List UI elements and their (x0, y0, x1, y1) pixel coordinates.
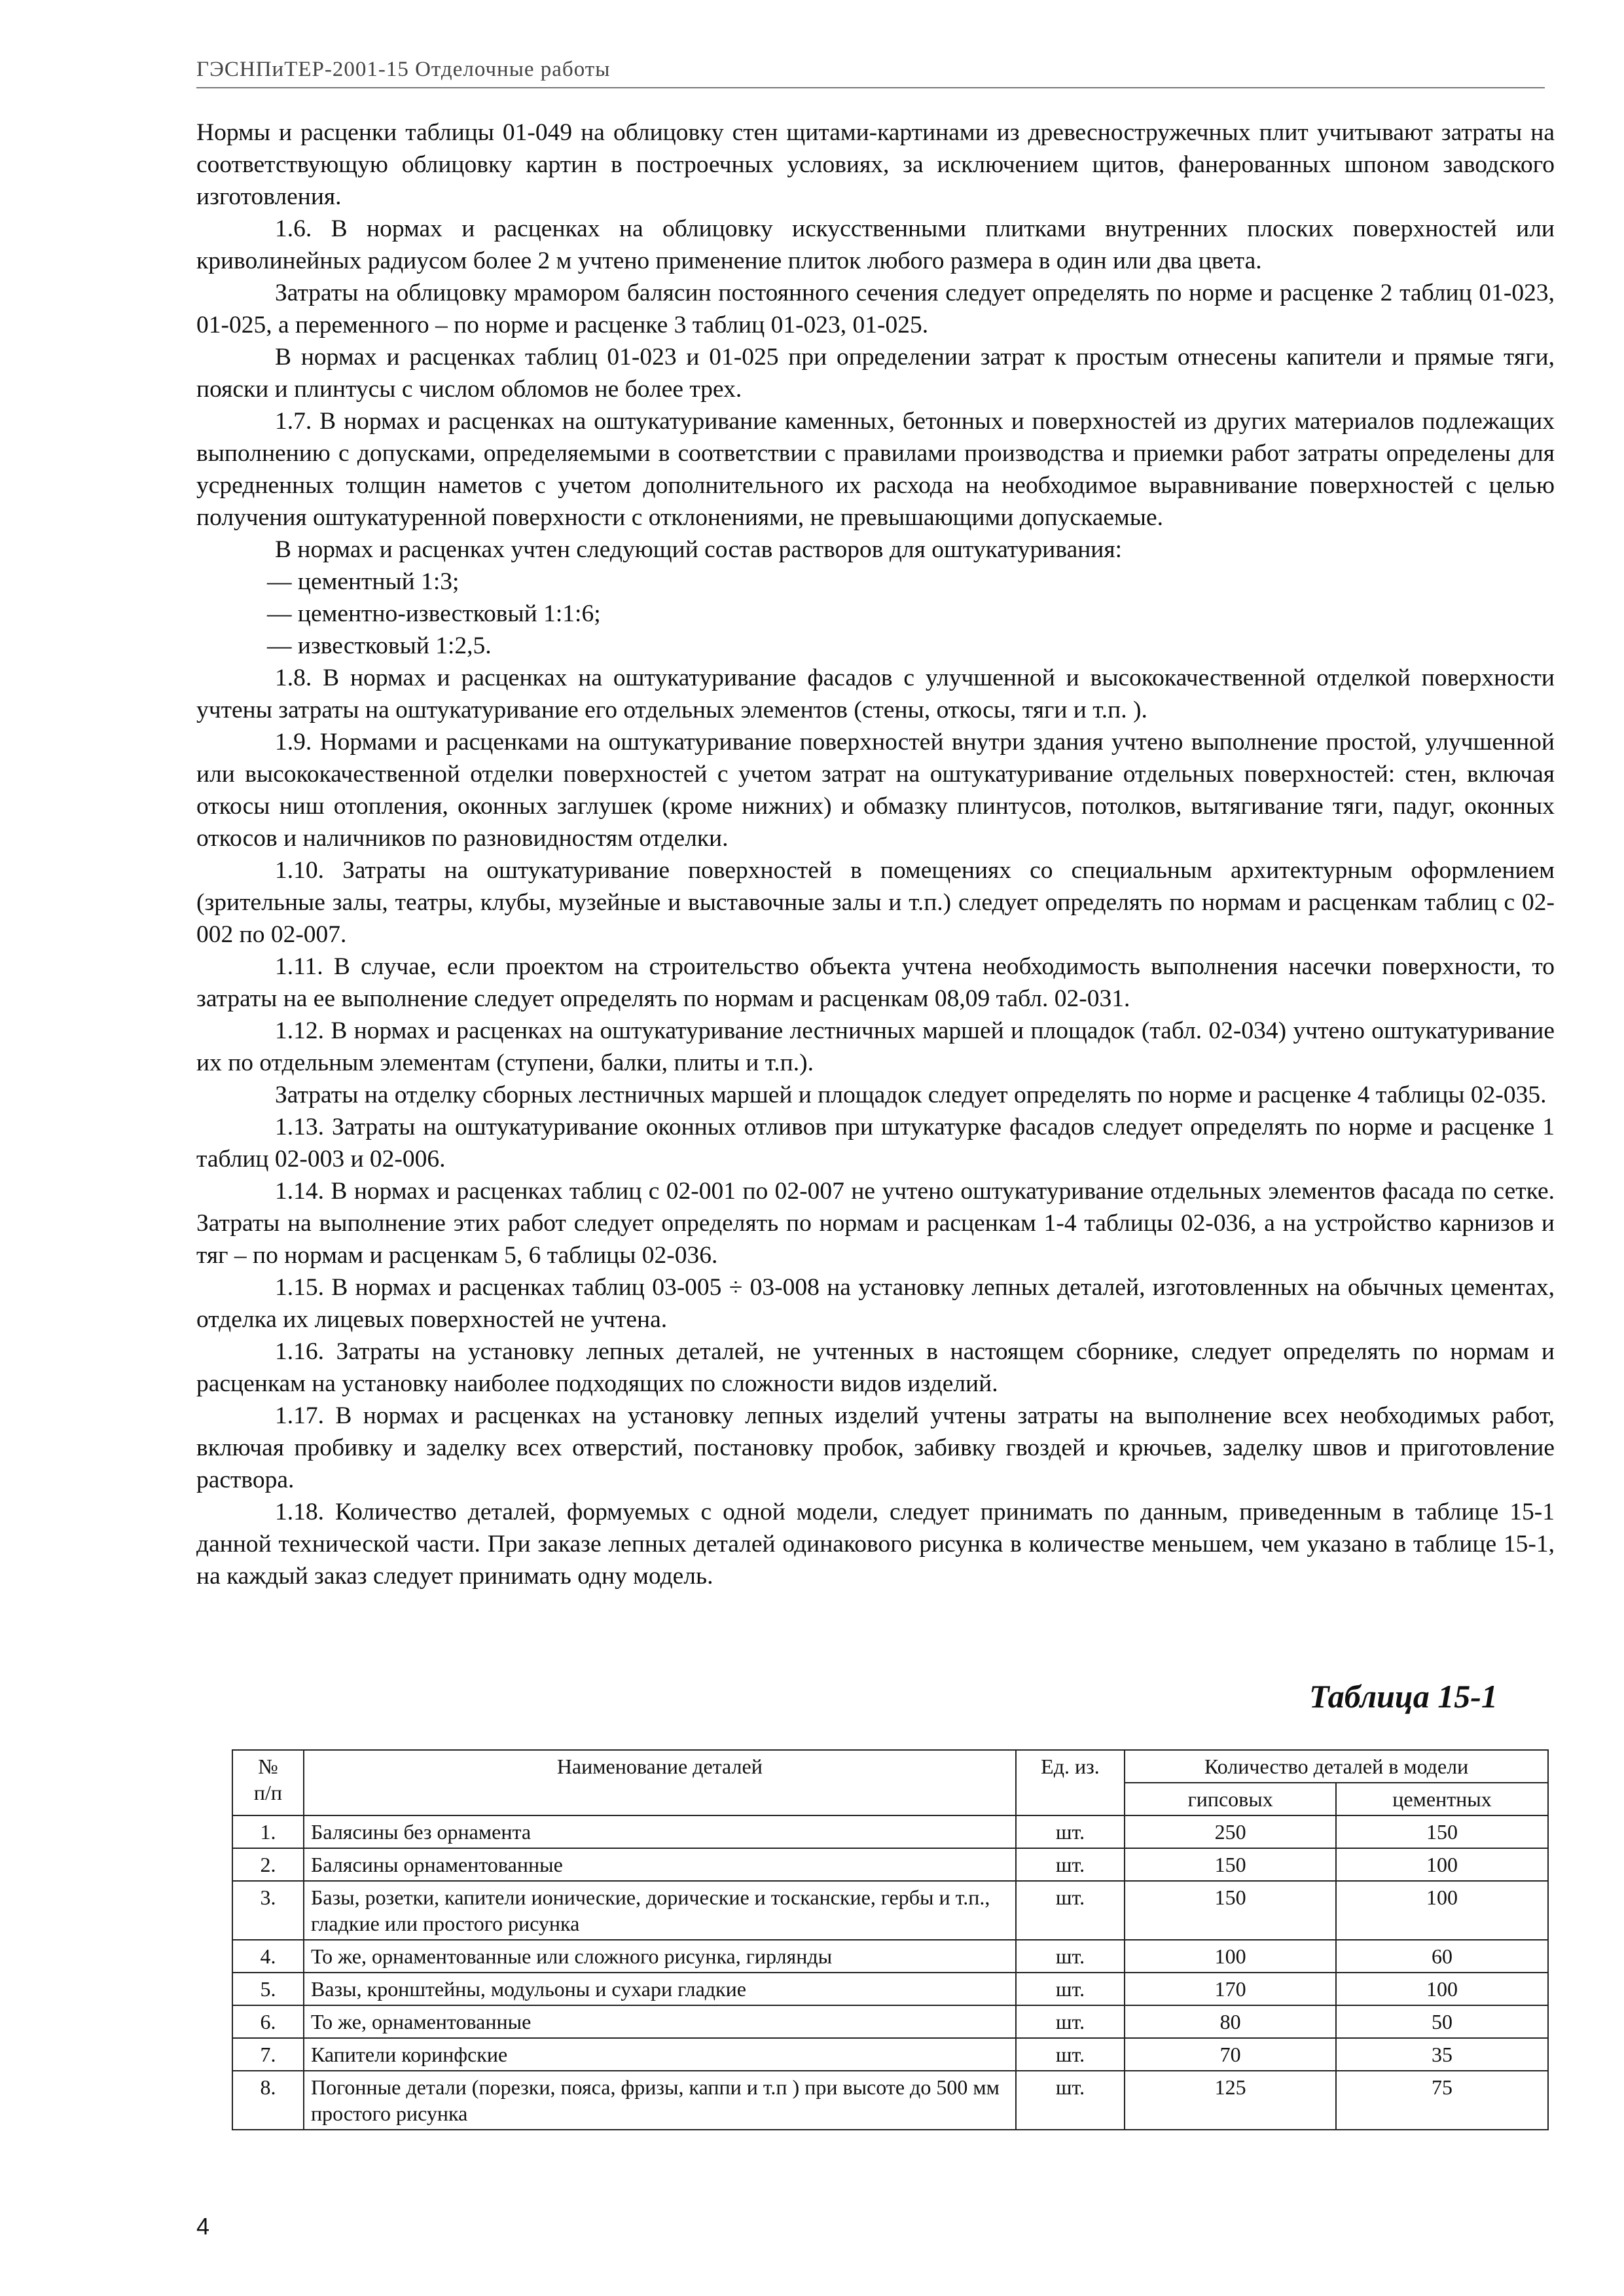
row-cement: 35 (1336, 2038, 1548, 2071)
row-name: То же, орнаментованные (304, 2005, 1016, 2038)
row-name: То же, орнаментованные или сложного рисунка, гирлянды (304, 1940, 1016, 1973)
row-unit: шт. (1016, 2071, 1125, 2130)
table-row (232, 1973, 1548, 2005)
paragraph: Нормы и расценки таблицы 01-049 на облицовку стен щитами-картинами из древесностружечных плит учитывают затраты на соответствующую облицовку картин в построечных условиях, за исключением щитов, фанерованных шпоном заводского изготовления. (196, 119, 1555, 210)
table-caption: Таблица 15-1 (1309, 1678, 1498, 1715)
paragraph: 1.18. Количество деталей, формуемых с одной модели, следует принимать по данным, приведенным в таблице 15-1 данной технической части. При заказе лепных деталей одинакового рисунка в количестве меньшем, чем указано в таблице 15-1, на каждый заказ следует принимать одну модель. (196, 1499, 1555, 1590)
page-number: 4 (196, 2213, 210, 2240)
row-gypsum: 125 (1125, 2071, 1336, 2130)
row-unit: шт. (1016, 2005, 1125, 2038)
paragraph: 1.15. В нормах и расценках таблиц 03-005 ÷ 03-008 на установку лепных деталей, изготовленных на обычных цементах, отделка их лицевых поверхностей не учтена. (196, 1274, 1555, 1333)
row-unit: шт. (1016, 1881, 1125, 1940)
row-cement: 50 (1336, 2005, 1548, 2038)
list-item: — известковый 1:2,5. (267, 632, 492, 659)
row-num: 7. (232, 2038, 304, 2071)
row-num: 6. (232, 2005, 304, 2038)
paragraph: 1.8. В нормах и расценках на оштукатуривание фасадов с улучшенной и высококачественной отделкой поверхности учтены затраты на оштукатуривание его отдельных элементов (стены, откосы, тяги и т.п. ). (196, 665, 1555, 723)
row-unit: шт. (1016, 1973, 1125, 2005)
body-text (196, 117, 1555, 1592)
row-unit: шт. (1016, 1848, 1125, 1881)
paragraph: 1.16. Затраты на установку лепных деталей, не учтенных в настоящем сборнике, следует определять по нормам и расценкам на установку наиболее подходящих по сложности видов изделий. (196, 1338, 1555, 1397)
row-num: 1. (232, 1815, 304, 1848)
row-gypsum: 150 (1125, 1848, 1336, 1881)
header-qty: Количество деталей в модели (1125, 1750, 1548, 1783)
row-num: 3. (232, 1881, 304, 1940)
paragraph: 1.13. Затраты на оштукатуривание оконных отливов при штукатурке фасадов следует определять по норме и расценке 1 таблиц 02-003 и 02-006. (196, 1114, 1555, 1173)
paragraph: Затраты на облицовку мрамором балясин постоянного сечения следует определять по норме и расценке 2 таблиц 01-023, 01-025, а переменного – по норме и расценке 3 таблиц 01-023, 01-025. (196, 280, 1555, 338)
table-header-row (232, 1750, 1548, 1783)
paragraph: 1.14. В нормах и расценках таблиц с 02-001 по 02-007 не учтено оштукатуривание отдельных элементов фасада по сетке. Затраты на выполнение этих работ следует определять по нормам и расценкам 1-4 таблицы 02-036, а на устройство карнизов и тяг – по нормам и расценкам 5, 6 таблицы 02-036. (196, 1178, 1555, 1269)
paragraph: 1.17. В нормах и расценках на установку лепных изделий учтены затраты на выполнение всех необходимых работ, включая пробивку и заделку всех отверстий, постановку пробок, забивку гвоздей и крючьев, заделку швов и приготовление раствора. (196, 1402, 1555, 1493)
paragraph: В нормах и расценках таблиц 01-023 и 01-025 при определении затрат к простым отнесены капители и прямые тяги, пояски и плинтусы с числом обломов не более трех. (196, 344, 1555, 403)
row-num: 8. (232, 2071, 304, 2130)
row-gypsum: 70 (1125, 2038, 1336, 2071)
row-name: Капители коринфские (304, 2038, 1016, 2071)
paragraph: 1.11. В случае, если проектом на строительство объекта учтена необходимость выполнения насечки поверхности, то затраты на ее выполнение следует определять по нормам и расценкам 08,09 табл. 02-031. (196, 953, 1555, 1012)
row-gypsum: 170 (1125, 1973, 1336, 2005)
paragraph: Затраты на отделку сборных лестничных маршей и площадок следует определять по норме и расценке 4 таблицы 02-035. (275, 1082, 1547, 1108)
row-cement: 75 (1336, 2071, 1548, 2130)
header-num-line2: п/п (253, 1781, 283, 1804)
details-table (232, 1749, 1549, 2130)
row-num: 5. (232, 1973, 304, 2005)
paragraph: 1.10. Затраты на оштукатуривание поверхностей в помещениях со специальным архитектурным оформлением (зрительные залы, театры, клубы, музейные и выставочные залы и т.п.) следует определять по нормам и расценкам таблиц с 02-002 по 02-007. (196, 857, 1555, 948)
row-unit: шт. (1016, 1815, 1125, 1848)
row-name: Погонные детали (порезки, пояса, фризы, каппи и т.п ) при высоте до 500 мм простого рисунка (304, 2071, 1016, 2130)
row-cement: 100 (1336, 1881, 1548, 1940)
row-unit: шт. (1016, 2038, 1125, 2071)
table-row (232, 1815, 1548, 1848)
table-row (232, 2038, 1548, 2071)
header-num (232, 1750, 304, 1815)
row-name: Балясины орнаментованные (304, 1848, 1016, 1881)
header-unit: Ед. из. (1016, 1750, 1125, 1815)
row-gypsum: 100 (1125, 1940, 1336, 1973)
table-row (232, 2071, 1548, 2130)
row-num: 4. (232, 1940, 304, 1973)
paragraph: 1.6. В нормах и расценках на облицовку искусственными плитками внутренних плоских поверхностей или криволинейных радиусом более 2 м учтено применение плиток любого размера в один или два цвета. (196, 215, 1555, 274)
running-header: ГЭСНПиТЕР-2001-15 Отделочные работы (196, 58, 1545, 88)
row-name: Балясины без орнамента (304, 1815, 1016, 1848)
row-unit: шт. (1016, 1940, 1125, 1973)
row-gypsum: 250 (1125, 1815, 1336, 1848)
table-row (232, 1881, 1548, 1940)
row-cement: 100 (1336, 1848, 1548, 1881)
paragraph: 1.7. В нормах и расценках на оштукатуривание каменных, бетонных и поверхностей из других материалов подлежащих выполнению с допусками, определяемыми в соответствии с правилами производства и приемки работ затраты определены для усредненных толщин наметов с учетом дополнительного их расхода на необходимое выравнивание поверхностей с целью получения оштукатуренной поверхности с отклонениями, не превышающими допускаемые. (196, 408, 1555, 531)
row-cement: 100 (1336, 1973, 1548, 2005)
list-item: — цементный 1:3; (267, 568, 460, 595)
header-cement: цементных (1336, 1783, 1548, 1815)
row-name: Базы, розетки, капители ионические, дорические и тосканские, гербы и т.п., гладкие или простого рисунка (304, 1881, 1016, 1940)
paragraph: В нормах и расценках учтен следующий состав растворов для оштукатуривания: (275, 536, 1123, 563)
header-gypsum: гипсовых (1125, 1783, 1336, 1815)
row-cement: 150 (1336, 1815, 1548, 1848)
row-gypsum: 80 (1125, 2005, 1336, 2038)
list-item: — цементно-известковый 1:1:6; (267, 600, 601, 627)
header-name: Наименование деталей (304, 1750, 1016, 1815)
row-num: 2. (232, 1848, 304, 1881)
table-row (232, 1940, 1548, 1973)
table-row (232, 1848, 1548, 1881)
paragraph: 1.12. В нормах и расценках на оштукатуривание лестничных маршей и площадок (табл. 02-034) учтено оштукатуривание их по отдельным элементам (ступени, балки, плиты и т.п.). (196, 1017, 1555, 1076)
table-row (232, 2005, 1548, 2038)
row-name: Вазы, кронштейны, модульоны и сухари гладкие (304, 1973, 1016, 2005)
header-num-line1: № (258, 1755, 278, 1778)
row-cement: 60 (1336, 1940, 1548, 1973)
row-gypsum: 150 (1125, 1881, 1336, 1940)
paragraph: 1.9. Нормами и расценками на оштукатуривание поверхностей внутри здания учтено выполнение простой, улучшенной или высококачественной отделки поверхностей с учетом затрат на оштукатуривание отдельных поверхностей: стен, включая откосы ниш отопления, оконных заглушек (кроме нижних) и обмазку плинтусов, потолков, вытягивание тяги, падуг, оконных откосов и наличников по разновидностям отделки. (196, 729, 1555, 852)
